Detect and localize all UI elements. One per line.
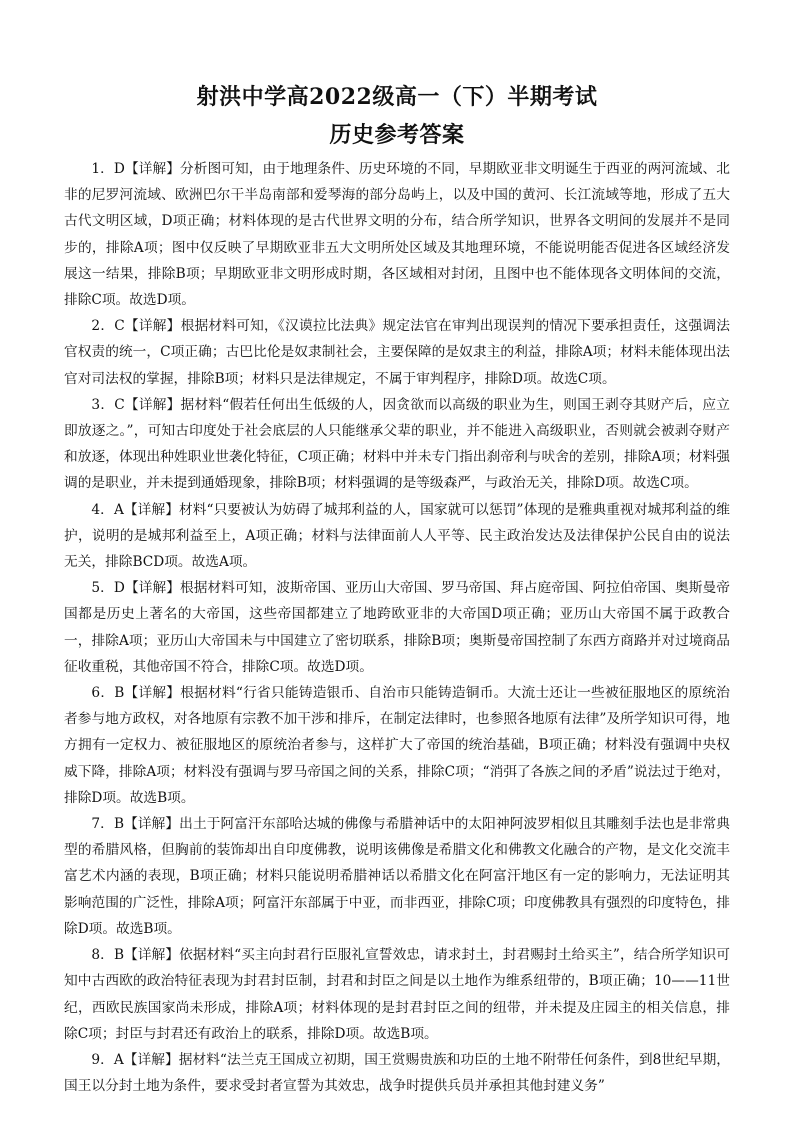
answer-item-8: 8．B【详解】依据材料“买主向封君行臣服礼宣誓效忠，请求封土，封君赐封土给买主”，结合所学知识可知中古西欧的政治特征表现为封君封臣制，封君和封臣之间是以土地作为维系纽带的，B项正确；10——11世纪，西欧民族国家尚未形成，排除A项；材料体现的是封君封臣之间的纽带，并未提及庄园主的相关信息，排除C项；封臣与封君还有政治上的联系，排除D项。故选B项。 <box>64 947 730 1042</box>
answer-sheet <box>64 82 730 1099</box>
answer-item-2: 2．C【详解】根据材料可知，《汉谟拉比法典》规定法官在审判出现误判的情况下要承担责任，这强调法官权责的统一，C项正确；古巴比伦是奴隶制社会，主要保障的是奴隶主的利益，排除A项；材料未能体现出法官对司法权的掌握，排除B项；材料只是法律规定，不属于审判程序，排除D项。故选C项。 <box>64 318 730 387</box>
answer-item-6: 6．B【详解】根据材料“行省只能铸造银币、自治市只能铸造铜币。大流士还让一些被征服地区的原统治者参与地方政权，对各地原有宗教不加干涉和排斥，在制定法律时，也参照各地原有法律”及所学知识可得，地方拥有一定权力、被征服地区的原统治者参与，这样扩大了帝国的统治基础，B项正确；材料没有强调中央权威下降，排除A项；材料没有强调与罗马帝国之间的关系，排除C项；“消弭了各族之间的矛盾”说法过于绝对，排除D项。故选B项。 <box>64 685 730 806</box>
answer-item-1: 1．D【详解】分析图可知，由于地理条件、历史环境的不同，早期欧亚非文明诞生于西亚的两河流域、北非的尼罗河流域、欧洲巴尔干半岛南部和爱琴海的部分岛屿上，以及中国的黄河、长江流域等地，形成了五大古代文明区域，D项正确；材料体现的是古代世界文明的分布，结合所学知识，世界各文明间的发展并不是同步的，排除A项；图中仅反映了早期欧亚非五大文明所处区域及其地理环境，不能说明能否促进各区域经济发展这一结果，排除B项；早期欧亚非文明形成时期，各区域相对封闭，且图中也不能体现各文明体间的交流，排除C项。故选D项。 <box>64 161 730 309</box>
document-title: 射洪中学高2022级高一（下）半期考试 <box>196 84 598 110</box>
answer-item-9: 9．A【详解】据材料“法兰克王国成立初期，国王赏赐贵族和功臣的土地不附带任何条件，到8世纪早期，国王以分封土地为条件，要求受封者宣誓为其效忠，战争时提供兵员并承担其他封建义务” <box>64 1051 730 1095</box>
answer-item-7: 7．B【详解】出土于阿富汗东部哈达城的佛像与希腊神话中的太阳神阿波罗相似且其雕刻手法也是非常典型的希腊风格，但胸前的装饰却出自印度佛教，说明该佛像是希腊文化和佛教文化融合的产物，是文化交流丰富艺术内涵的表现，B项正确；材料只能说明希腊神话以希腊文化在阿富汗地区有一定的影响力，无法证明其影响范围的广泛性，排除A项；阿富汗东部属于中亚，而非西亚，排除C项；印度佛教具有强烈的印度特色，排除D项。故选B项。 <box>64 816 730 937</box>
answer-item-4: 4．A【详解】材料“只要被认为妨碍了城邦利益的人，国家就可以惩罚”体现的是雅典重视对城邦利益的维护，说明的是城邦利益至上，A项正确；材料与法律面前人人平等、民主政治发达及法律保护公民自由的说法无关，排除BCD项。故选A项。 <box>64 501 730 571</box>
answer-item-3: 3．C【详解】据材料“假若任何出生低级的人，因贪欲而以高级的职业为生，则国王剥夺其财产后，应立即放逐之。”，可知古印度处于社会底层的人只能继承父辈的职业，并不能进入高级职业，否则就会被剥夺财产和放逐，体现出种姓职业世袭化特征，C项正确；材料中并未专门指出刹帝利与吠舍的差别，排除A项；材料强调的是职业，并未提到通婚现象，排除B项；材料强调的是等级森严，与政治无关，排除D项。故选C项。 <box>64 396 730 492</box>
document-subtitle: 历史参考答案 <box>329 122 465 148</box>
answer-item-5: 5．D【详解】根据材料可知，波斯帝国、亚历山大帝国、罗马帝国、拜占庭帝国、阿拉伯帝国、奥斯曼帝国都是历史上著名的大帝国，这些帝国都建立了地跨欧亚非的大帝国D项正确；亚历山大帝国不属于政教合一，排除A项；亚历山大帝国未与中国建立了密切联系，排除B项；奥斯曼帝国控制了东西方商路并对过境商品征收重税，其他帝国不符合，排除C项。故选D项。 <box>64 580 730 675</box>
answer-list <box>64 156 730 1099</box>
